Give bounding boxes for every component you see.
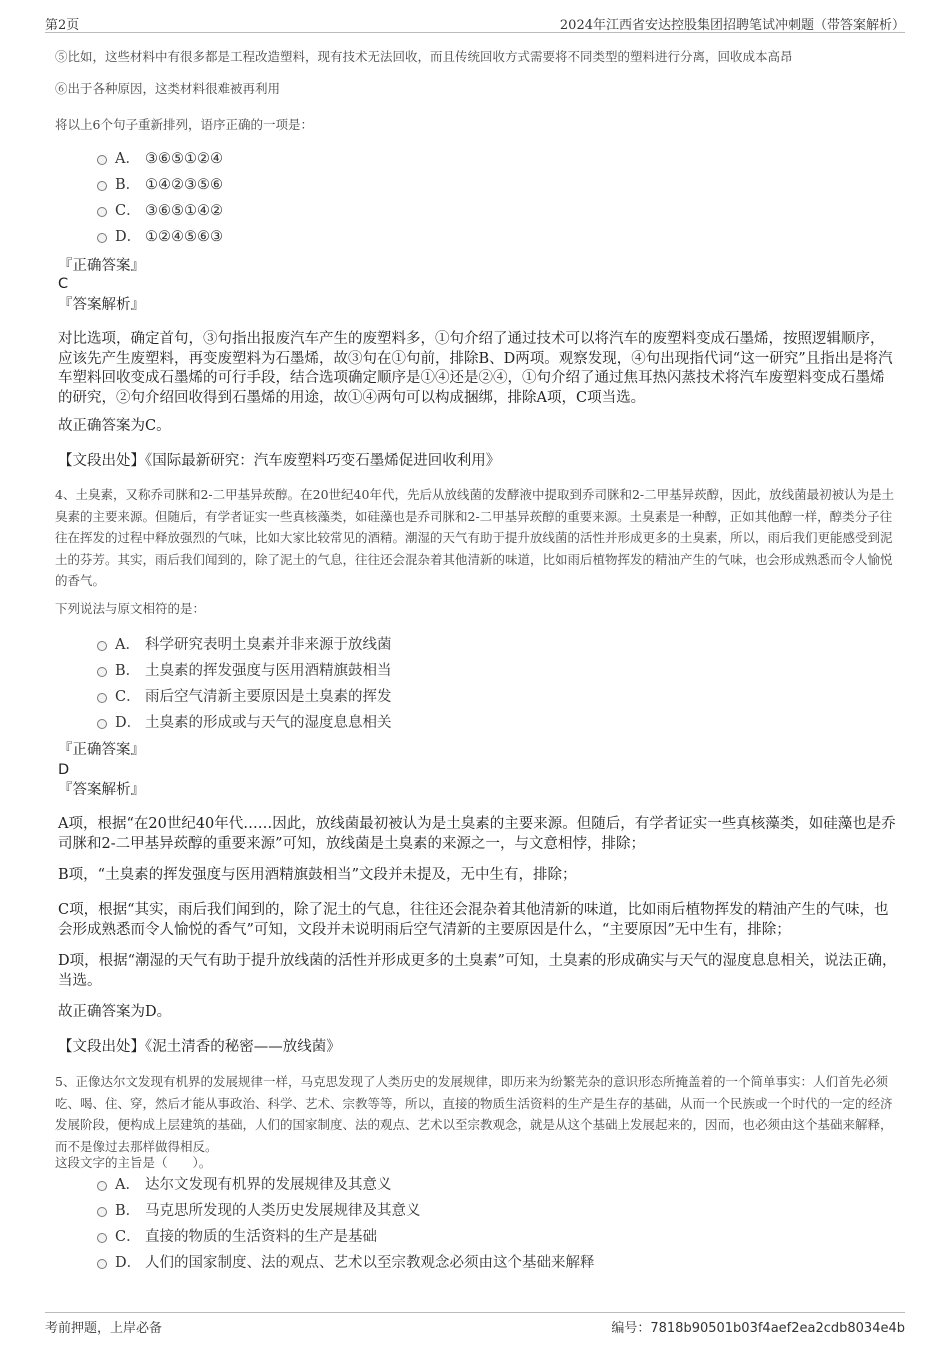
document-title: 2024年江西省安达控股集团招聘笔试冲刺题（带答案解析） bbox=[559, 18, 905, 33]
q3-analysis-text: 对比选项，确定首句，③句指出报废汽车产生的废塑料多，①句介绍了通过技术可以将汽车的废塑料变成石墨烯，按照逻辑顺序，应该先产生废塑料，再变废塑料为石墨烯，故③句在①句前，排除B、D两项。观察发现，④句出现指代词“这一研究”且指出是将汽车塑料回收变成石墨烯的可行手段，结合选项确定顺序是①④还是②④，①句介绍了通过焦耳热闪蒸技术将汽车废塑料变成石墨烯的研究，②句介绍回收得到石墨烯的用途，故①④两句可以构成捆绑，排除A项，C项当选。 bbox=[58, 331, 893, 406]
radio-icon[interactable] bbox=[97, 719, 107, 729]
q3-analysis-label: 『答案解析』 bbox=[58, 297, 145, 313]
radio-icon[interactable] bbox=[97, 207, 107, 217]
q5-option-c[interactable]: C． 直接的物质的生活资料的生产是基础 bbox=[95, 1224, 595, 1250]
q4-stem: 4、土臭素，又称乔司脒和2-二甲基异莰醇。在20世纪40年代，先后从放线菌的发酵液中提取到乔司脒和2-二甲基异莰醇，因此，放线菌最初被认为是土臭素的主要来源。但随后，有学者证实一些真核藻类，如硅藻也是乔司脒和2-二甲基异莰醇的重要来源。土臭素是一种醇，正如其他醇一样，醇类分子往往在挥发的过程中释放强烈的气味，比如大家比较常见的酒精。潮湿的天气有助于提升放线菌的活性并形成更多的土臭素，所以，雨后我们更能感受到泥土的芬芳。其实，雨后我们闻到的，除了泥土的气息，往往还会混杂着其他清新的味道，比如雨后植物挥发的精油产生的气味，也会形成熟悉而令人愉悦的香气。 bbox=[55, 487, 895, 588]
radio-icon[interactable] bbox=[97, 1259, 107, 1269]
q5-prompt: 这段文字的主旨是（ ）。 bbox=[55, 1155, 212, 1170]
radio-icon[interactable] bbox=[97, 641, 107, 651]
q4-analysis-label: 『答案解析』 bbox=[58, 782, 145, 798]
q3-sentence-5: ⑤比如，这些材料中有很多都是工程改造塑料，现有技术无法回收，而且传统回收方式需要将不同类型的塑料进行分离，回收成本高昂 bbox=[55, 49, 793, 64]
q4-analysis-d: D项，根据“潮湿的天气有助于提升放线菌的活性并形成更多的土臭素”可知，土臭素的形成确实与天气的湿度息息相关，说法正确，当选。 bbox=[58, 953, 897, 989]
footer-slogan: 考前押题，上岸必备 bbox=[45, 1321, 163, 1336]
q4-option-d[interactable]: D． 土臭素的形成或与天气的湿度息息相关 bbox=[95, 710, 392, 736]
q4-answer: D bbox=[58, 762, 70, 778]
q3-source: 【文段出处】《国际最新研究：汽车废塑料巧变石墨烯促进回收利用》 bbox=[58, 453, 501, 469]
document-id bbox=[611, 1317, 905, 1336]
q3-option-d[interactable]: D． ①②④⑤⑥③ bbox=[95, 224, 223, 250]
document-id-value: 7818b90501b03f4aef2ea2cdb8034e4b bbox=[650, 1321, 905, 1336]
q4-analysis-conclusion: 故正确答案为D。 bbox=[58, 1004, 172, 1020]
q4-options bbox=[95, 632, 392, 736]
q3-answer-label: 『正确答案』 bbox=[58, 258, 145, 274]
q5-option-b[interactable]: B． 马克思所发现的人类历史发展规律及其意义 bbox=[95, 1198, 595, 1224]
q4-option-b[interactable]: B． 土臭素的挥发强度与医用酒精旗鼓相当 bbox=[95, 658, 392, 684]
q4-option-a[interactable]: A． 科学研究表明土臭素并非来源于放线菌 bbox=[95, 632, 392, 658]
q3-prompt: 将以上6个句子重新排列，语序正确的一项是： bbox=[55, 117, 313, 132]
q3-analysis-conclusion: 故正确答案为C。 bbox=[58, 418, 171, 434]
document-id-label: 编号： bbox=[611, 1321, 651, 1336]
q3-answer: C bbox=[58, 276, 69, 292]
radio-icon[interactable] bbox=[97, 233, 107, 243]
q4-analysis-a: A项，根据“在20世纪40年代……因此，放线菌最初被认为是土臭素的主要来源。但随后，有学者证实一些真核藻类，如硅藻也是乔司脒和2-二甲基异莰醇的重要来源”可知，放线菌是土臭素的来源之一，与文意相悖，排除； bbox=[58, 816, 896, 852]
radio-icon[interactable] bbox=[97, 667, 107, 677]
radio-icon[interactable] bbox=[97, 181, 107, 191]
q3-option-c[interactable]: C． ③⑥⑤①④② bbox=[95, 198, 223, 224]
q5-options bbox=[95, 1172, 595, 1276]
q4-analysis-b: B项，“土臭素的挥发强度与医用酒精旗鼓相当”文段并未提及，无中生有，排除； bbox=[58, 867, 577, 883]
q4-prompt: 下列说法与原文相符的是： bbox=[55, 601, 206, 616]
radio-icon[interactable] bbox=[97, 1181, 107, 1191]
page-header bbox=[45, 14, 905, 33]
q5-option-d[interactable]: D． 人们的国家制度、法的观点、艺术以至宗教观念必须由这个基础来解释 bbox=[95, 1250, 595, 1276]
q4-answer-label: 『正确答案』 bbox=[58, 742, 145, 758]
q4-source: 【文段出处】《泥土清香的秘密——放线菌》 bbox=[58, 1039, 341, 1055]
q5-option-a[interactable]: A． 达尔文发现有机界的发展规律及其意义 bbox=[95, 1172, 595, 1198]
radio-icon[interactable] bbox=[97, 1233, 107, 1243]
q3-sentence-6: ⑥出于各种原因，这类材料很难被再利用 bbox=[55, 81, 281, 96]
page-number: 第2页 bbox=[45, 18, 80, 33]
page-footer bbox=[45, 1312, 905, 1336]
radio-icon[interactable] bbox=[97, 1207, 107, 1217]
q4-option-c[interactable]: C． 雨后空气清新主要原因是土臭素的挥发 bbox=[95, 684, 392, 710]
q5-stem: 5、正像达尔文发现有机界的发展规律一样，马克思发现了人类历史的发展规律，即历来为纷繁芜杂的意识形态所掩盖着的一个简单事实：人们首先必须吃、喝、住、穿，然后才能从事政治、科学、艺术、宗教等等，所以，直接的物质生活资料的生产是生存的基础，从而一个民族或一个时代的一定的经济发展阶段，便构成上层建筑的基础，人们的国家制度、法的观点、艺术以至宗教观念，就是从这个基础上发展起来的，因而，也必须由这个基础来解释，而不是像过去那样做得相反。 bbox=[55, 1074, 893, 1154]
q4-analysis-c: C项，根据“其实，雨后我们闻到的，除了泥土的气息，往往还会混杂着其他清新的味道，比如雨后植物挥发的精油产生的气味，也会形成熟悉而令人愉悦的香气”可知，文段并未说明雨后空气清新的主要原因是什么，“主要原因”无中生有，排除； bbox=[58, 902, 889, 938]
radio-icon[interactable] bbox=[97, 693, 107, 703]
q3-options bbox=[95, 146, 223, 250]
q3-option-a[interactable]: A． ③⑥⑤①②④ bbox=[95, 146, 223, 172]
q3-option-b[interactable]: B． ①④②③⑤⑥ bbox=[95, 172, 223, 198]
radio-icon[interactable] bbox=[97, 155, 107, 165]
